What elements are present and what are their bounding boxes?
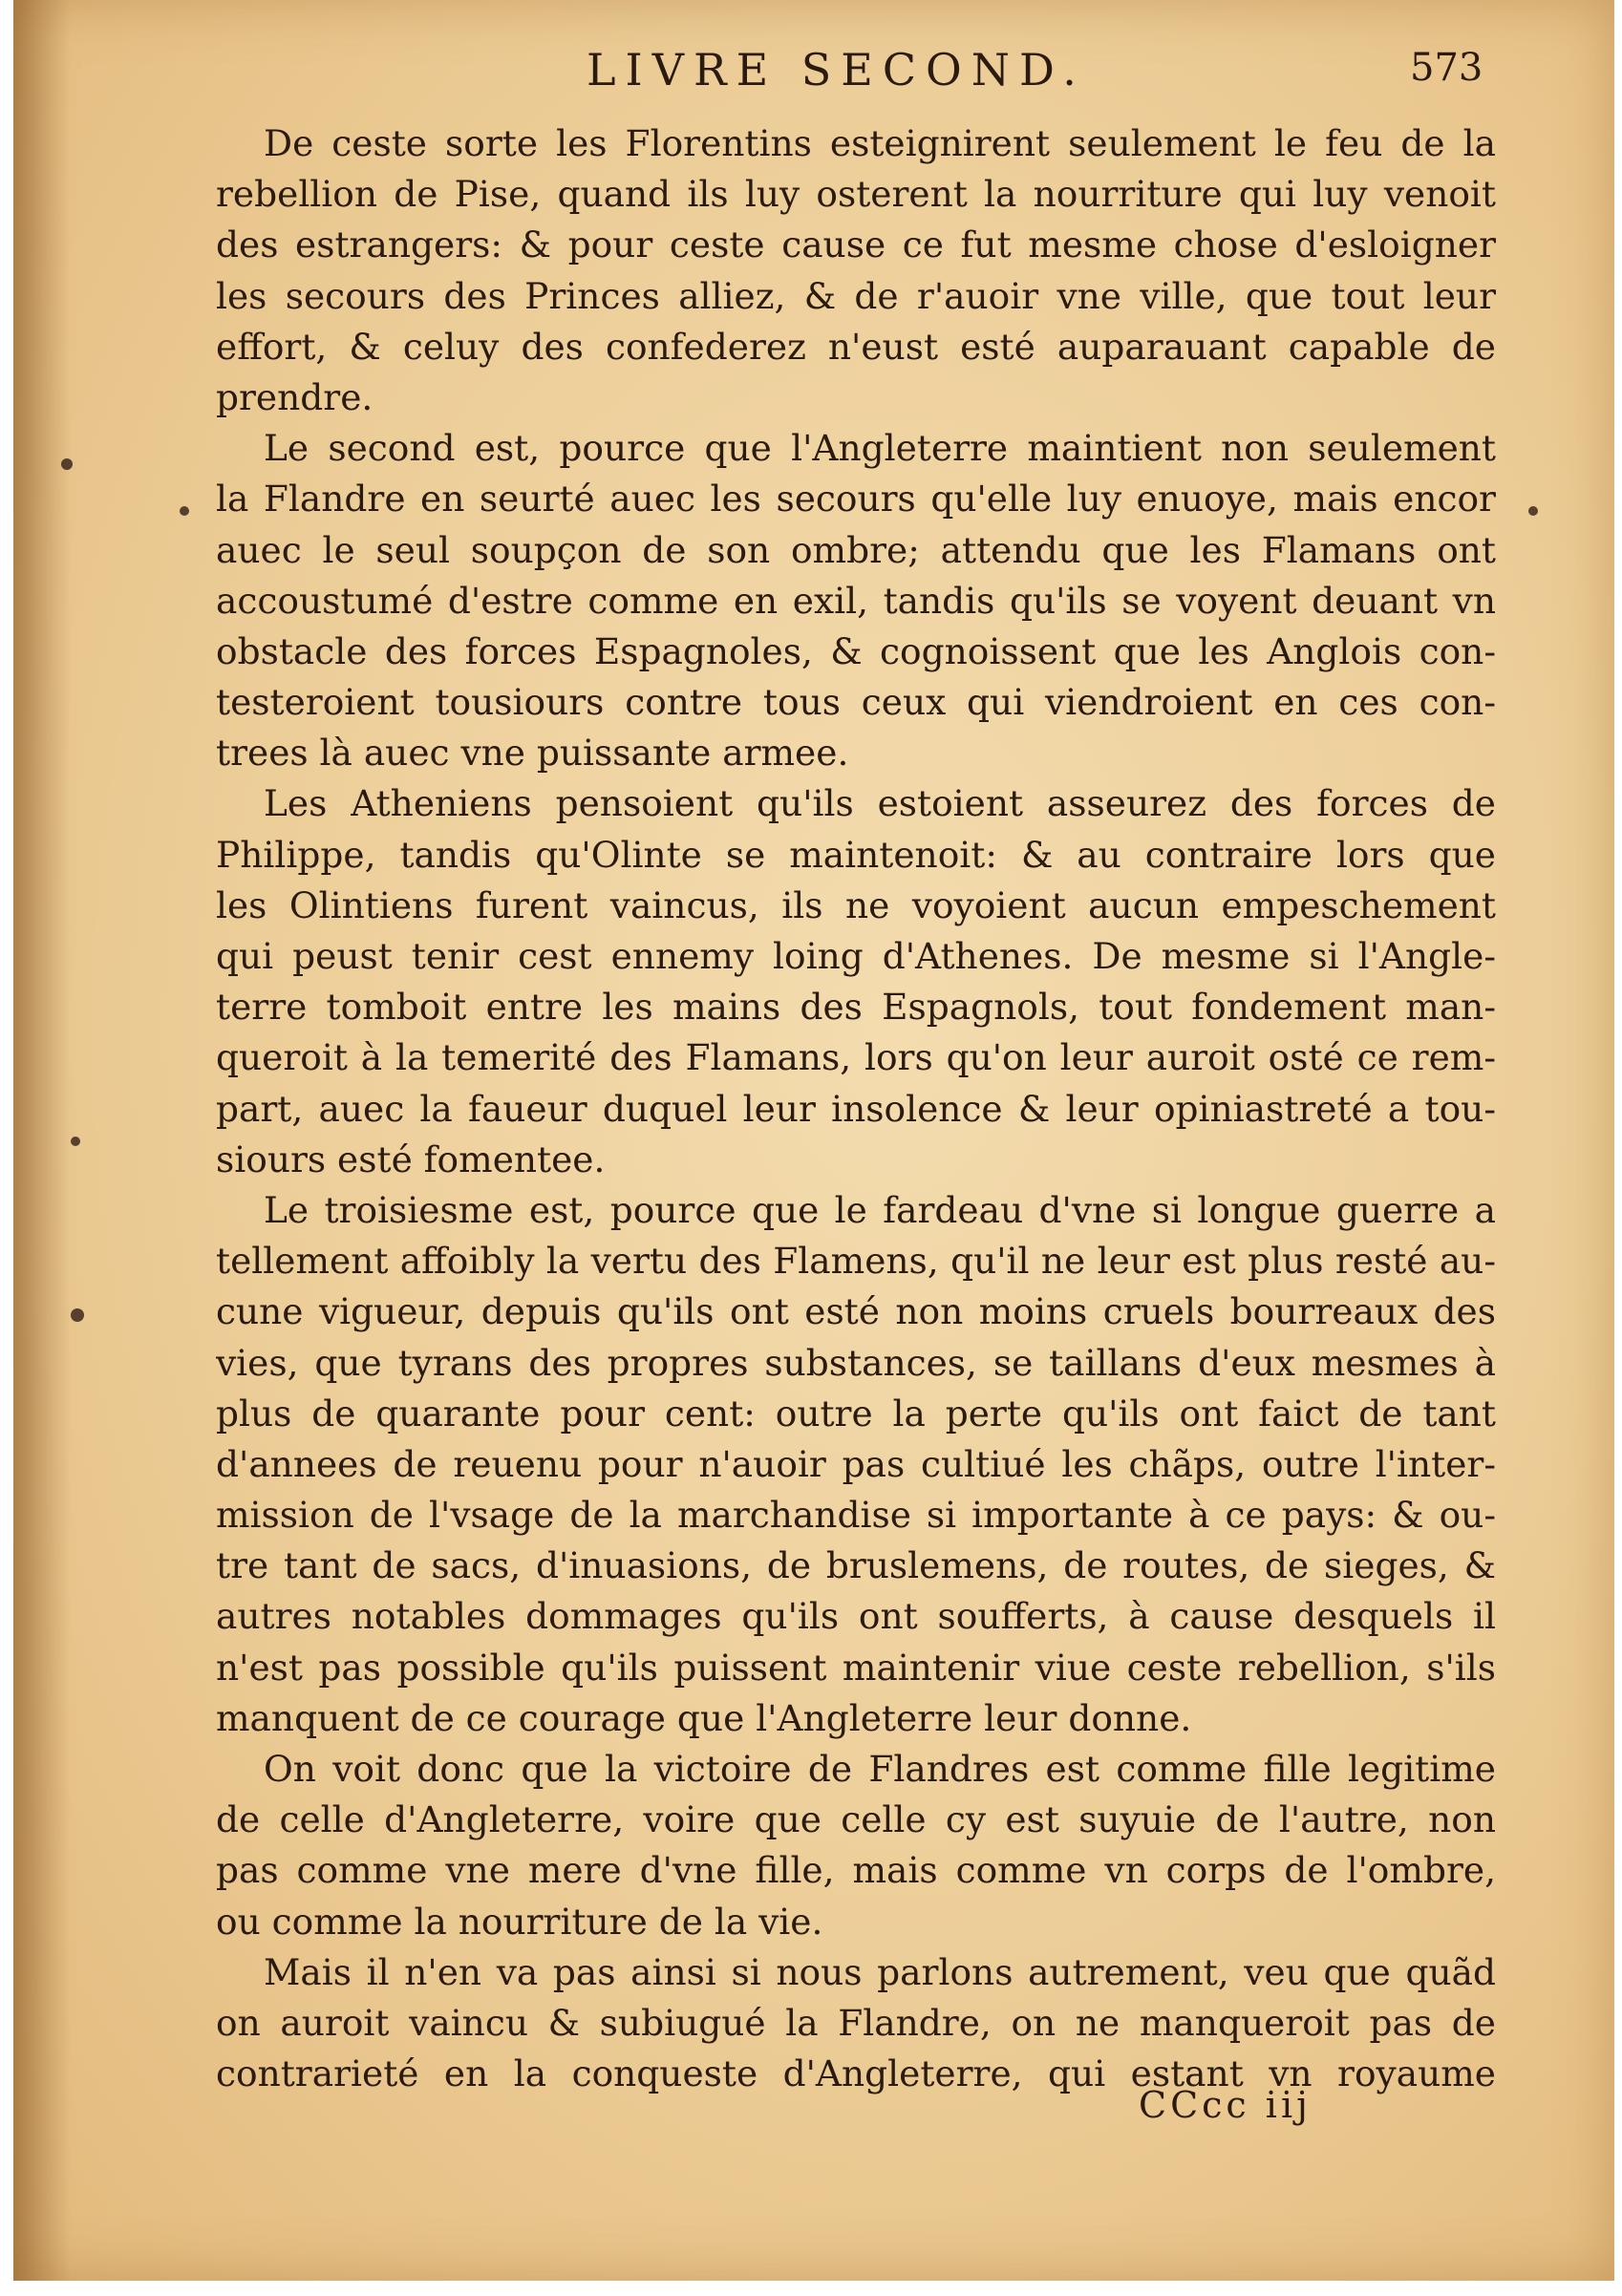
- text-line: tellement affoibly la vertu des Flamens, qu'il ne leur est plus resté au-: [216, 1240, 1496, 1283]
- text-line: les secours des Princes alliez, & de r'auoir vne ville, que tout leur: [216, 274, 1496, 317]
- ink-spot: [180, 506, 189, 516]
- ink-spot: [71, 1137, 80, 1146]
- text-line: d'annees de reuenu pour n'auoir pas cultiué les chãps, outre l'inter-: [216, 1442, 1496, 1485]
- text-line: queroit à la temerité des Flamans, lors qu'on leur auroit osté ce rem-: [216, 1036, 1496, 1079]
- text-line: trees là auec vne puissante armee.: [216, 732, 849, 775]
- text-line: terre tomboit entre les mains des Espagnols, tout fondement man-: [216, 986, 1496, 1029]
- page-number: 573: [1410, 46, 1483, 90]
- text-line: manquent de ce courage que l'Angleterre leur donne.: [216, 1696, 1192, 1739]
- book-page: [13, 0, 1614, 2281]
- ink-spot: [71, 1308, 84, 1322]
- text-line: on auroit vaincu & subiugué la Flandre, on ne manqueroit pas de: [216, 2001, 1496, 2044]
- text-line: Le second est, pource que l'Angleterre maintient non seulement: [264, 427, 1496, 470]
- text-line: On voit donc que la victoire de Flandres est comme fille legitime: [264, 1748, 1496, 1790]
- text-line: testeroient tousiours contre tous ceux qui viendroient en ces con-: [216, 681, 1496, 724]
- ink-spot: [1528, 506, 1538, 516]
- text-line: Les Atheniens pensoient qu'ils estoient asseurez des forces de: [264, 782, 1496, 825]
- text-line: auec le seul soupçon de son ombre; attendu que les Flamans ont: [216, 528, 1496, 571]
- text-line: de celle d'Angleterre, voire que celle cy est suyuie de l'autre, non: [216, 1798, 1496, 1841]
- text-line: vies, que tyrans des propres substances, se taillans d'eux mesmes à: [216, 1341, 1496, 1384]
- text-line: plus de quarante pour cent: outre la perte qu'ils ont faict de tant: [216, 1392, 1496, 1435]
- text-line: accoustumé d'estre comme en exil, tandis qu'ils se voyent deuant vn: [216, 579, 1496, 622]
- text-line: autres notables dommages qu'ils ont soufferts, à cause desquels il: [216, 1595, 1496, 1638]
- page-gutter-shadow: [13, 0, 71, 2281]
- body-text: [216, 118, 1496, 2099]
- text-line: prendre.: [216, 375, 373, 418]
- text-line: siours esté fomentee.: [216, 1137, 606, 1180]
- text-line: des estrangers: & pour ceste cause ce fut mesme chose d'esloigner: [216, 223, 1496, 266]
- text-line: la Flandre en seurté auec les secours qu'elle luy enuoye, mais encor: [216, 478, 1496, 521]
- text-line: obstacle des forces Espagnoles, & cognoissent que les Anglois con-: [216, 629, 1496, 672]
- text-line: Philippe, tandis qu'Olinte se maintenoit: & au contraire lors que: [216, 833, 1496, 876]
- text-line: rebellion de Pise, quand ils luy osterent la nourriture qui luy venoit: [216, 173, 1496, 216]
- text-line: Le troisiesme est, pource que le fardeau d'vne si longue guerre a: [264, 1188, 1496, 1231]
- text-line: part, auec la faueur duquel leur insolence & leur opiniastreté a tou-: [216, 1087, 1496, 1130]
- signature-mark: CCcc iij: [1139, 2084, 1312, 2126]
- text-line: contrarieté en la conqueste d'Angleterre, qui estant vn royaume: [216, 2052, 1496, 2095]
- text-line: les Olintiens furent vaincus, ils ne voyoient aucun empeschement: [216, 883, 1496, 926]
- text-line: cune vigueur, depuis qu'ils ont esté non moins cruels bourreaux des: [216, 1290, 1496, 1333]
- text-line: Mais il n'en va pas ainsi si nous parlons autrement, veu que quãd: [264, 1950, 1496, 1993]
- text-line: effort, & celuy des confederez n'eust esté auparauant capable de: [216, 325, 1496, 368]
- text-line: tre tant de sacs, d'inuasions, de bruslemens, de routes, de sieges, &: [216, 1544, 1496, 1587]
- ink-spot: [61, 458, 73, 470]
- running-title: LIVRE SECOND.: [587, 44, 1086, 96]
- text-line: pas comme vne mere d'vne fille, mais comme vn corps de l'ombre,: [216, 1849, 1496, 1892]
- text-line: mission de l'vsage de la marchandise si importante à ce pays: & ou-: [216, 1494, 1496, 1537]
- text-line: qui peust tenir cest ennemy loing d'Athenes. De mesme si l'Angle-: [216, 935, 1496, 977]
- text-line: De ceste sorte les Florentins esteignirent seulement le feu de la: [264, 122, 1496, 164]
- text-line: ou comme la nourriture de la vie.: [216, 1900, 823, 1943]
- text-line: n'est pas possible qu'ils puissent maintenir viue ceste rebellion, s'ils: [216, 1646, 1496, 1689]
- page-header: [13, 44, 1614, 101]
